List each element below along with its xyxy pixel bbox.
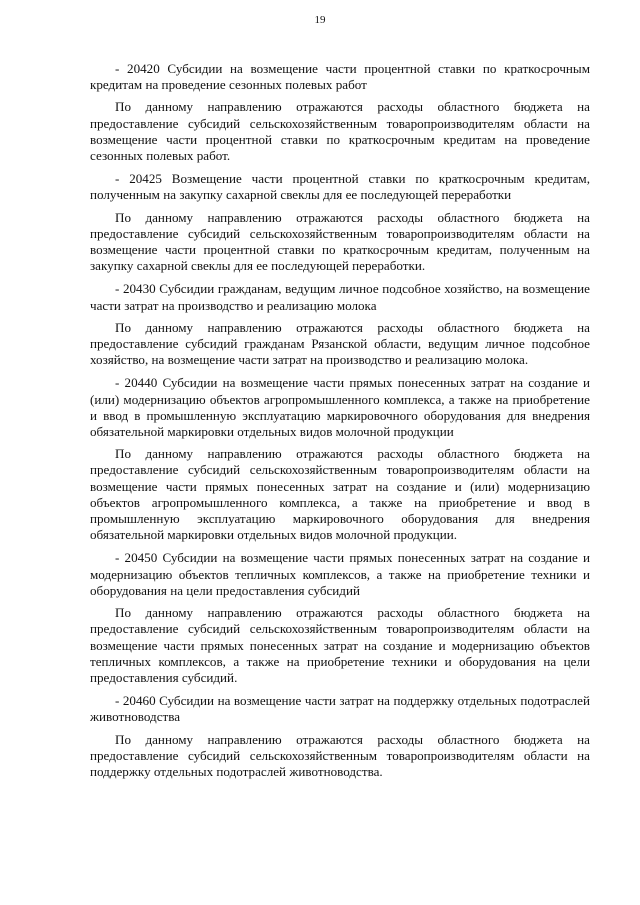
section-body-20425: По данному направлению отражаются расходы областного бюджета на предоставление субсидий сельскохозяйственным товаропроизводителям области на возмещение части процентной ставки по краткосрочным кредитам, полученным на закупку сахарной свеклы для ее последующей переработки. — [90, 209, 590, 274]
section-heading-20440: - 20440 Субсидии на возмещение части прямых понесенных затрат на создание и (или) модернизацию объектов агропромышленного комплекса, а также на приобретение и ввод в промышленную эксплуатацию маркировочного оборудования для внедрения обязательной маркировки отдельных видов молочной продукции — [90, 375, 590, 440]
page-number: 19 — [314, 14, 326, 26]
section-heading-20460: - 20460 Субсидии на возмещение части затрат на поддержку отдельных подотраслей животноводства — [90, 693, 590, 725]
section-body-20440: По данному направлению отражаются расходы областного бюджета на предоставление субсидий сельскохозяйственным товаропроизводителям области на возмещение части прямых понесенных затрат на создание и (или) модернизацию объектов агропромышленного комплекса, а также на приобретение и ввод в промышленную эксплуатацию маркировочного оборудования для внедрения обязательной маркировки отдельных видов молочной продукции. — [90, 446, 590, 543]
section-body-20430: По данному направлению отражаются расходы областного бюджета на предоставление субсидий гражданам Рязанской области, ведущим личное подсобное хозяйство, на возмещение части затрат на производство и реализацию молока. — [90, 319, 590, 368]
section-body-20420: По данному направлению отражаются расходы областного бюджета на предоставление субсидий сельскохозяйственным товаропроизводителям области на возмещение части процентной ставки по краткосрочным кредитам на проведение сезонных полевых работ. — [90, 99, 590, 164]
section-heading-20450: - 20450 Субсидии на возмещение части прямых понесенных затрат на создание и модернизацию объектов тепличных комплексов, а также на приобретение техники и оборудования на цели предоставления субсидий — [90, 550, 590, 598]
section-body-20450: По данному направлению отражаются расходы областного бюджета на предоставление субсидий сельскохозяйственным товаропроизводителям области на возмещение части прямых понесенных затрат на создание и модернизацию объектов тепличных комплексов, а также на приобретение техники и оборудования на цели предоставления субсидий. — [90, 605, 590, 685]
section-heading-20430: - 20430 Субсидии гражданам, ведущим личное подсобное хозяйство, на возмещение части затрат на производство и реализацию молока — [90, 281, 590, 313]
section-body-20460: По данному направлению отражаются расходы областного бюджета на предоставление субсидий сельскохозяйственным товаропроизводителям области на поддержку отдельных подотраслей животноводства. — [90, 731, 590, 779]
section-heading-20425: - 20425 Возмещение части процентной ставки по краткосрочным кредитам, полученным на закупку сахарной свеклы для ее последующей переработки — [90, 171, 590, 203]
section-heading-20420: - 20420 Субсидии на возмещение части процентной ставки по краткосрочным кредитам на проведение сезонных полевых работ — [90, 61, 590, 93]
document-body — [90, 61, 590, 787]
